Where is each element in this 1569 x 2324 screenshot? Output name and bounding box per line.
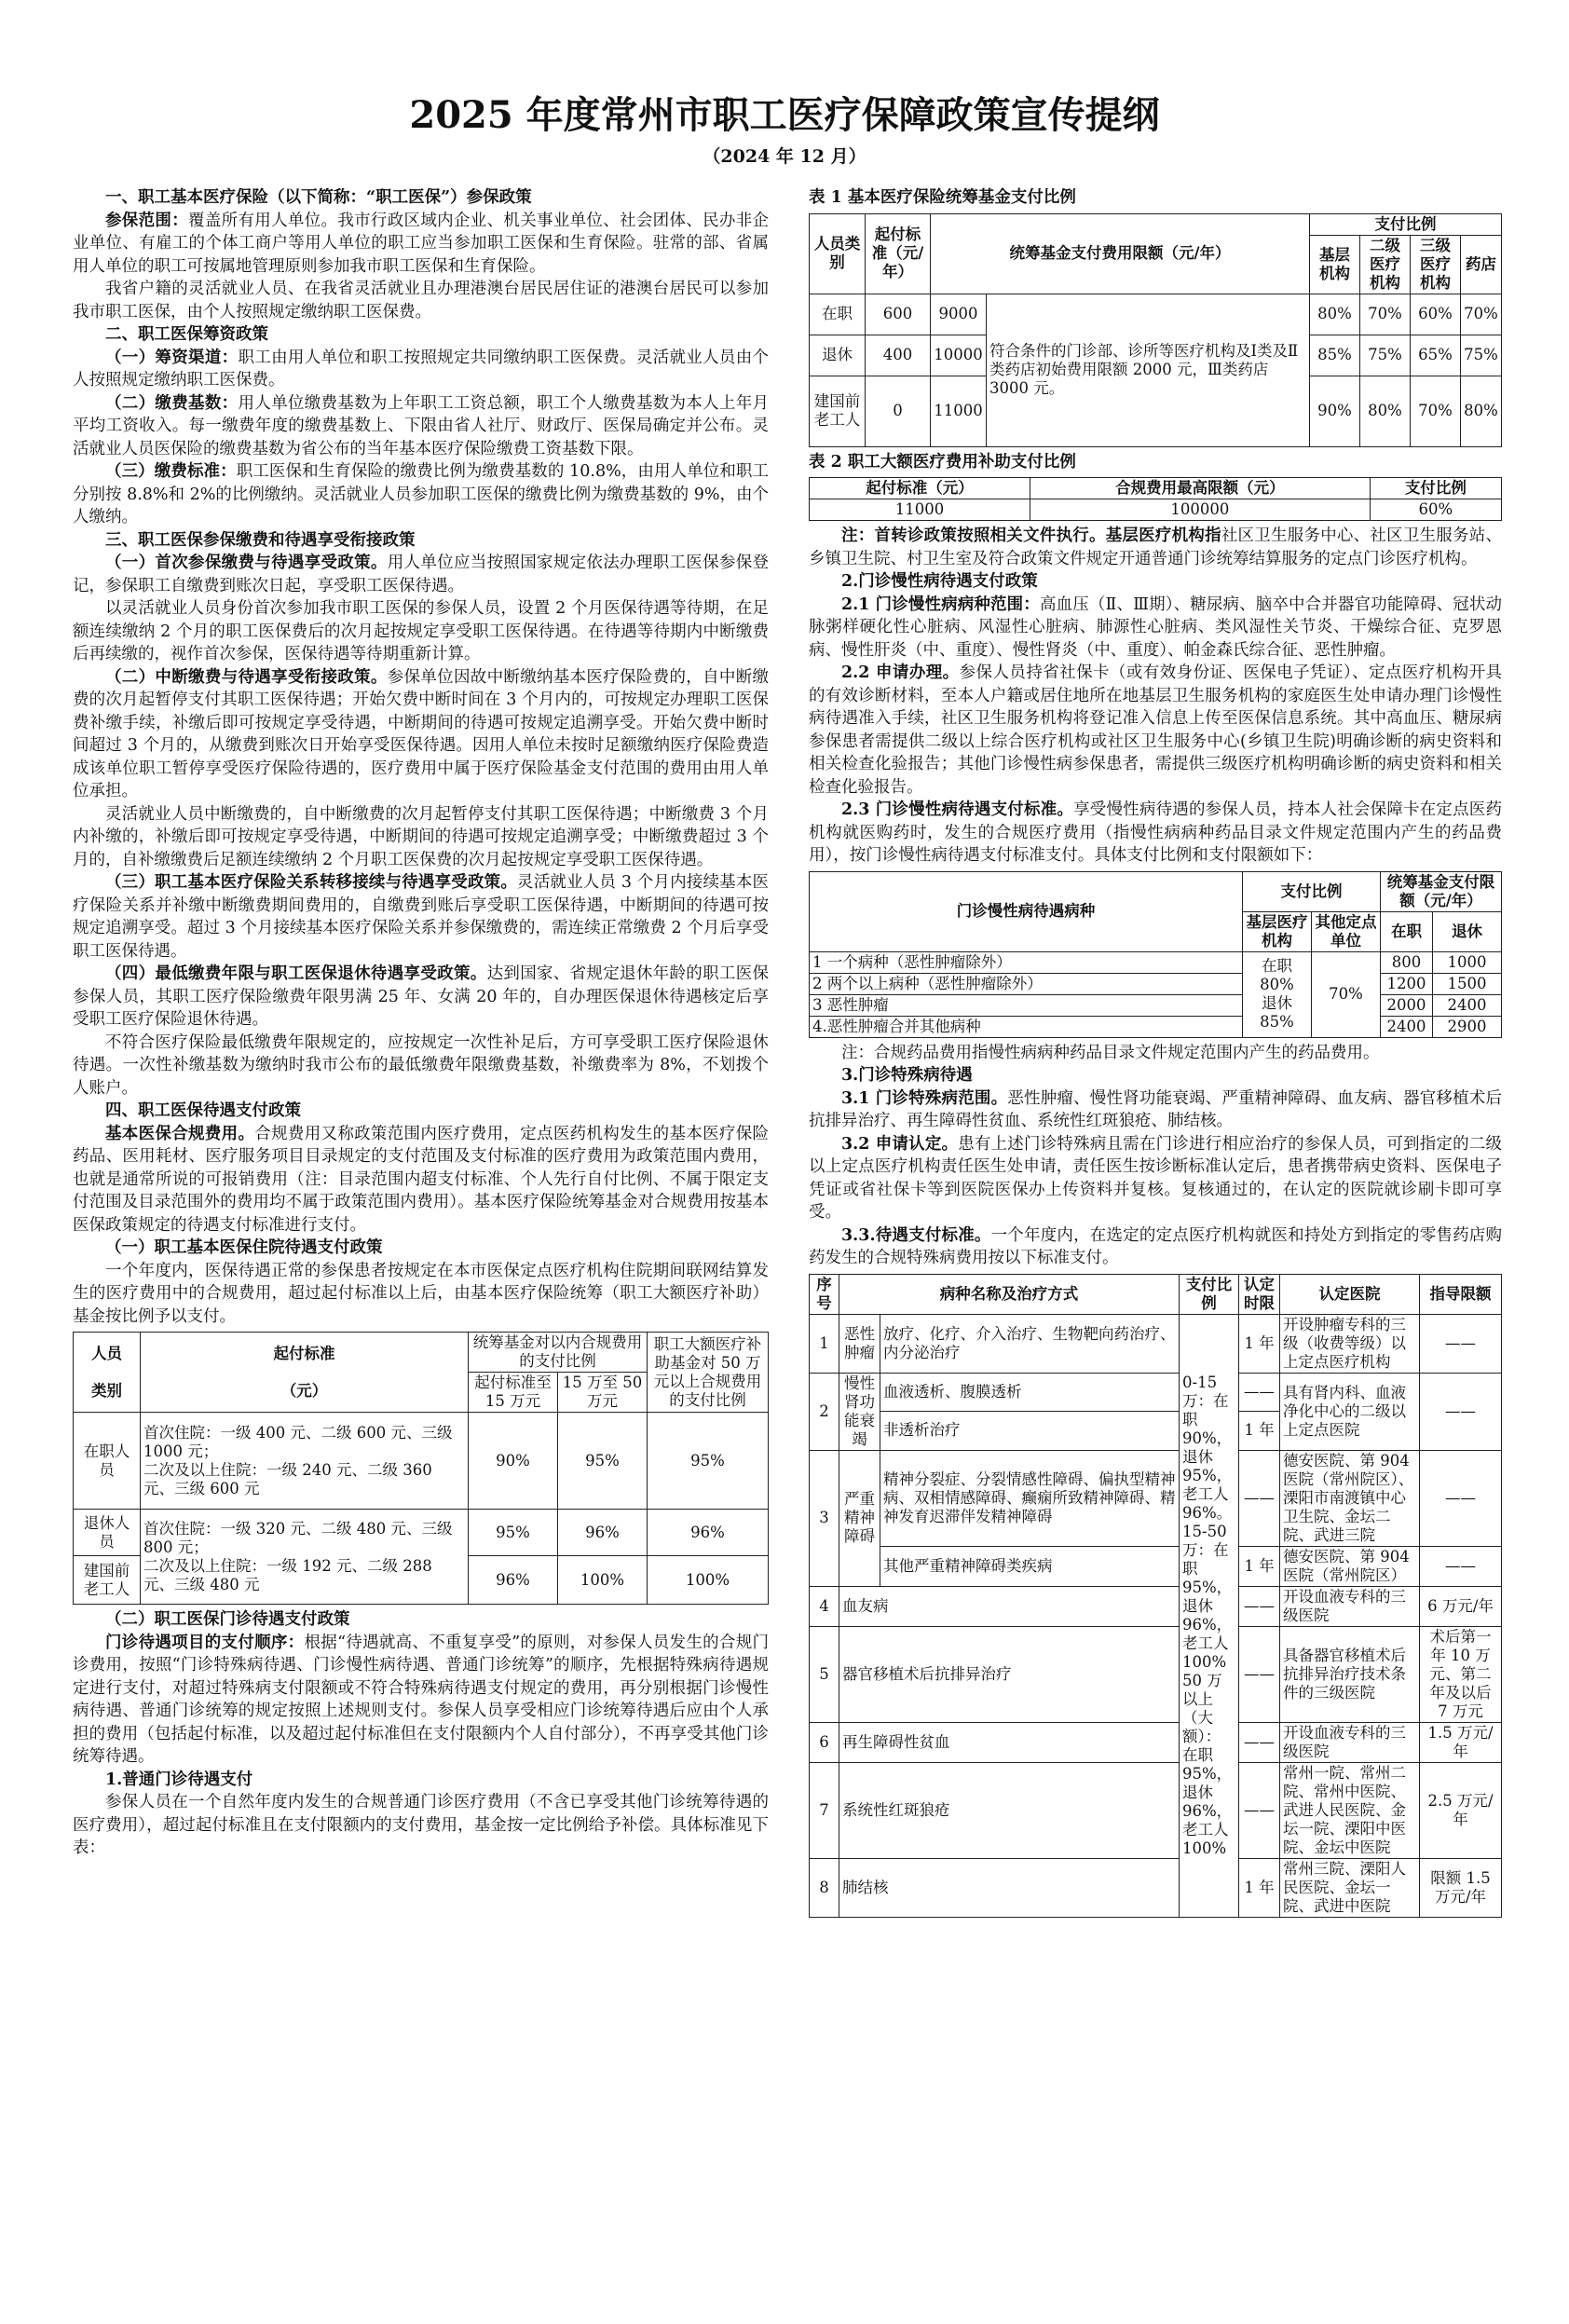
- table-cell: 3: [810, 1450, 839, 1586]
- table-cell: 系统性红斑狼疮: [839, 1762, 1180, 1858]
- table-cell: ——: [1420, 1450, 1502, 1546]
- table-cell: 开设血液专科的三级医院: [1280, 1722, 1420, 1762]
- table-cell: ——: [1239, 1626, 1280, 1722]
- paragraph: 3.3.待遇支付标准。一个年度内，在选定的定点医疗机构就医和持处方到指定的零售药店购药发生的合规特殊病费用按以下标准支付。: [809, 1225, 1502, 1267]
- table-header: 支付比例: [1370, 478, 1501, 499]
- table-cell: ——: [1239, 1450, 1280, 1546]
- table-header: 三级医疗机构: [1411, 235, 1461, 294]
- table-cell: 6 万元/年: [1420, 1586, 1502, 1626]
- table-cell: 400: [866, 335, 931, 376]
- table-cell: 开设血液专科的三级医院: [1280, 1586, 1420, 1626]
- table-cell: 1 年: [1239, 1546, 1280, 1586]
- table-cell: 具备器官移植术后抗排异治疗技术条件的三级医院: [1280, 1626, 1420, 1722]
- table-cell: 0: [866, 376, 931, 446]
- table-cell: 术后第一年 10 万元、第二年及以后 7 万元: [1420, 1626, 1502, 1722]
- table-caption: 表 1 基本医疗保险统筹基金支付比例: [809, 188, 1076, 207]
- table-cell: 退休: [810, 335, 866, 376]
- table-cell: 1: [810, 1314, 839, 1373]
- table-cell: 开设肿瘤专科的三级（收费等级）以上定点医疗机构: [1280, 1314, 1420, 1373]
- table-header: 起付标准（元）: [810, 478, 1030, 499]
- table-cell: 2 两个以上病种（恶性肿瘤除外）: [810, 973, 1243, 994]
- table-header: 统筹基金对以内合规费用的支付比例: [469, 1333, 648, 1373]
- table-cell: 1500: [1433, 973, 1502, 994]
- table-cell: 96%: [469, 1556, 558, 1605]
- large-subsidy-table: [809, 477, 1502, 521]
- table-cell: 80%: [1310, 294, 1360, 335]
- table-header: 起付标准 （元）: [141, 1333, 469, 1413]
- table-header: 退休: [1433, 911, 1502, 951]
- table-header: 支付比例: [1180, 1274, 1239, 1314]
- table-cell: 70%: [1411, 376, 1461, 446]
- table-cell: 10000: [931, 335, 987, 376]
- table-cell: 60%: [1411, 294, 1461, 335]
- table-cell: 在职: [810, 294, 866, 335]
- table-cell: 60%: [1370, 499, 1501, 521]
- table-cell: 80%: [1360, 376, 1411, 446]
- table-header: 15 万至 50 万元: [558, 1373, 648, 1413]
- table-header: 基层机构: [1310, 235, 1360, 294]
- paragraph: 2.2 申请办理。参保人员持省社保卡（或有效身份证、医保电子凭证）、定点医疗机构开具的有效诊断材料，至本人户籍或居住地所在地基层卫生服务机构的家庭医生处申请办理门诊慢性病待遇准入手续，社区卫生服务机构将登记准入信息上传至医保信息系统。其中高血压、糖尿病参保患者需提供二级以上综合医疗机构或社区卫生服务中心(乡镇卫生院)明确诊断的病史资料和相关检查化验报告；其他门诊慢性病参保患者，需提供三级医疗机构明确诊断的病史资料和相关检查化验报告。: [809, 663, 1503, 797]
- paragraph: （二）中断缴费与待遇享受衔接政策。参保单位因故中断缴纳基本医疗保险费的，自中断缴费的次月起暂停支付其职工医保待遇；开始欠费中断时间在 3 个月内的，可按规定办理职工医保费补缴手续，补缴后即可按规定享受待遇，中断期间的待遇可按规定追溯享受。开始欠费中断时间超过 3 个月的，从缴费到账次日开始享受医保待遇。因用人单位未按时足额缴纳医疗保险费造成该单位职工暂停享受医疗保险待遇的，医疗费用中属于医疗保险基金支付范围的费用由用人单位承担。: [73, 667, 770, 800]
- table-header: 人员类别: [810, 213, 866, 294]
- table-cell: 800: [1381, 951, 1433, 973]
- table-cell: 精神分裂症、分裂情感性障碍、偏执型精神病、双相情感障碍、癫痫所致精神障碍、精神发育迟滞伴发精神障碍: [880, 1450, 1180, 1546]
- table-cell: 肺结核: [839, 1858, 1180, 1917]
- table-cell: ——: [1239, 1586, 1280, 1626]
- paragraph: 3.2 申请认定。患有上述门诊特殊病且需在门诊进行相应治疗的参保人员，可到指定的二级以上定点医疗机构责任医生处申请，责任医生按诊断标准认定后，患者携带病史资料、医保电子凭证或省社保卡等到医院医保办上传资料并复核。复核通过的，在认定的医院就诊刷卡即可享受。: [809, 1134, 1502, 1222]
- subsection-heading: 1.普通门诊待遇支付: [105, 1770, 253, 1789]
- table-cell: ——: [1420, 1373, 1502, 1450]
- paragraph: （三）职工基本医疗保险关系转移接续与待遇享受政策。灵活就业人员 3 个月内接续基本医疗保险关系并补缴中断缴费期间费用的，自缴费到账后享受职工医保待遇，中断期间的待遇可按规定追溯享受。超过 3 个月接续基本医疗保险关系并参保缴费的，需连续正常缴费 2 个月后享受职工医保待遇。: [73, 873, 770, 961]
- table-header: 二级医疗机构: [1360, 235, 1411, 294]
- table-cell: 70%: [1461, 294, 1502, 335]
- paragraph: 2.1 门诊慢性病病种范围：高血压（Ⅱ、Ⅲ期）、糖尿病、脑卒中合并器官功能障碍、冠状动脉粥样硬化性心脏病、风湿性心脏病、肺源性心脏病、类风湿性关节炎、干燥综合征、克罗恩病、慢性肝炎（中、重度）、慢性肾炎（中、重度）、帕金森氏综合征、恶性肿瘤。: [809, 595, 1502, 660]
- paragraph: 3.1 门诊特殊病范围。恶性肿瘤、慢性肾功能衰竭、严重精神障碍、血友病、器官移植术后抗排异治疗、再生障碍性贫血、系统性红斑狼疮、肺结核。: [809, 1088, 1502, 1130]
- table-header: 合规费用最高限额（元）: [1030, 478, 1371, 499]
- basic-fund-table: [809, 213, 1502, 447]
- table-header: 认定时限: [1239, 1274, 1280, 1314]
- paragraph: 参保范围：覆盖所有用人单位。我市行政区域内企业、机关事业单位、社会团体、民办非企业单位、有雇工的个体工商户等用人单位的职工应当参加职工医保和生育保险。驻常的部、省属用人单位的职工可按属地管理原则参加我市职工医保和生育保险。: [73, 211, 770, 276]
- paragraph: 参保人员在一个自然年度内发生的合规普通门诊医疗费用（不含已享受其他门诊统筹待遇的医疗费用），超过起付标准且在支付限额内的支付费用，基金按一定比例给予补偿。具体标准见下表：: [73, 1793, 769, 1857]
- section-heading: 一、职工基本医疗保险（以下简称：“职工医保”）参保政策: [105, 188, 532, 207]
- section-heading: 四、职工医保待遇支付政策: [105, 1101, 301, 1120]
- table-header: 人员 类别: [74, 1333, 141, 1413]
- table-cell: 70%: [1312, 951, 1381, 1037]
- table-header: 在职: [1381, 911, 1433, 951]
- inpatient-table: [73, 1332, 769, 1605]
- table-cell: 在职人员: [74, 1413, 141, 1510]
- table-cell: 5: [810, 1626, 839, 1722]
- table-cell: 95%: [558, 1413, 648, 1510]
- section-heading: 三、职工医保参保缴费和待遇享受衔接政策: [105, 530, 416, 550]
- table-cell: 1000: [1433, 951, 1502, 973]
- table-header: 其他定点单位: [1312, 911, 1381, 951]
- table-cell: ——: [1239, 1373, 1280, 1412]
- section-heading: 二、职工医保筹资政策: [105, 325, 268, 344]
- table-cell: 75%: [1360, 335, 1411, 376]
- table-cell: 退休人员: [74, 1510, 141, 1556]
- table-cell: 65%: [1411, 335, 1461, 376]
- paragraph: 门诊待遇项目的支付顺序：根据“待遇就高、不重复享受”的原则，对参保人员发生的合规门诊费用，按照“门诊特殊病待遇、门诊慢性病待遇、普通门诊统筹”的顺序，先根据特殊病待遇规定进行支付，对超过特殊病支付限额或不符合特殊病待遇支付规定的费用，再分别根据门诊慢性病待遇、普通门诊统筹的规定按照上述规则支付。参保人员享受相应门诊统筹待遇后应由个人承担的费用（包括起付标准，以及超过起付标准但在支付限额内个人自付部分），不再享受其他门诊统筹待遇。: [73, 1633, 769, 1766]
- paragraph: 一个年度内，医保待遇正常的参保患者按规定在本市医保定点医疗机构住院期间联网结算发生的医疗费用中的合规费用，超过起付标准以上后，由基本医疗保险统筹（职工大额医疗补助）基金按比例予以支付。: [73, 1261, 769, 1326]
- table-cell: 在职 80% 退休 85%: [1243, 951, 1312, 1037]
- table-cell: 限额 1.5 万元/年: [1420, 1858, 1502, 1917]
- table-cell: 100000: [1030, 499, 1371, 521]
- table-cell: ——: [1420, 1546, 1502, 1586]
- page-title: 2025 年度常州市职工医疗保障政策宣传提纲: [409, 93, 1160, 137]
- table-cell: 3 恶性肿瘤: [810, 994, 1243, 1016]
- table-header: 支付比例: [1310, 213, 1502, 235]
- paragraph: 注：首转诊政策按照相关文件执行。基层医疗机构指社区卫生服务中心、社区卫生服务站、乡镇卫生院、村卫生室及符合政策文件规定开通普通门诊统筹结算服务的定点门诊医疗机构。: [809, 526, 1503, 568]
- table-cell: 放疗、化疗、介入治疗、生物靶向药治疗、内分泌治疗: [880, 1314, 1180, 1373]
- table-cell: 常州三院、溧阳人民医院、金坛一院、武进中医院: [1280, 1858, 1420, 1917]
- table-cell: 常州一院、常州二院、常州中医院、武进人民医院、金坛一院、溧阳中医院、金坛中医院: [1280, 1762, 1420, 1858]
- table-cell: 1.5 万元/年: [1420, 1722, 1502, 1762]
- table-cell: 符合条件的门诊部、诊所等医疗机构及Ⅰ类及Ⅱ类药店初始费用限额 2000 元，Ⅲ类药店 3000 元。: [987, 294, 1310, 446]
- chronic-disease-table: [809, 871, 1502, 1038]
- table-cell: 恶性肿瘤: [839, 1314, 880, 1373]
- issue-date: （2024 年 12 月）: [703, 146, 866, 167]
- table-cell: 首次住院：一级 320 元、二级 480 元、三级 800 元； 二次及以上住院：一级 192 元、二级 288 元、三级 480 元: [141, 1510, 469, 1605]
- paragraph: 灵活就业人员中断缴费的，自中断缴费的次月起暂停支付其职工医保待遇；中断缴费 3 个月内补缴的，补缴后即可按规定享受待遇，中断期间的待遇可按规定追溯享受；中断缴费超过 3 个月的，自补缴缴费后足额连续缴纳 2 个月职工医保费的次月起按规定享受职工医保待遇。: [73, 804, 769, 869]
- left-column: [73, 186, 769, 1860]
- table-cell: 德安医院、第 904 医院（常州院区）、溧阳市南渡镇中心卫生院、金坛二院、武进三院: [1280, 1450, 1420, 1546]
- table-cell: 90%: [469, 1413, 558, 1510]
- table-cell: 血友病: [839, 1586, 1180, 1626]
- paragraph: 不符合医疗保险最低缴费年限规定的，应按规定一次性补足后，方可享受职工医疗保险退休待遇。一次性补缴基数为缴纳时我市公布的最低缴费年限缴费基数，补缴费率为 8%，不划拨个人账户。: [73, 1032, 769, 1098]
- table-cell: 85%: [1310, 335, 1360, 376]
- table-cell: 100%: [648, 1556, 769, 1605]
- table-header: 门诊慢性病待遇病种: [810, 871, 1243, 951]
- table-header: 起付标准（元/年）: [866, 213, 931, 294]
- table-header: 基层医疗机构: [1243, 911, 1312, 951]
- special-disease-table: [809, 1274, 1502, 1918]
- table-cell: 2000: [1381, 994, 1433, 1016]
- table-cell: 1200: [1381, 973, 1433, 994]
- table-cell: 0-15 万：在职 90%，退休 95%，老工人 96%。15-50 万：在职 95%，退休 96%，老工人 100% 50 万以上（大额）：在职 95%，退休 96%，老工人 100%: [1180, 1314, 1239, 1917]
- table-cell: 9000: [931, 294, 987, 335]
- subsection-heading: （二）职工医保门诊待遇支付政策: [105, 1610, 350, 1629]
- paragraph: 2.3 门诊慢性病待遇支付标准。享受慢性病待遇的参保人员，持本人社会保障卡在定点医药机构就医购药时，发生的合规医疗费用（指慢性病病种药品目录文件规定范围内产生的药品费用），按门诊慢性病待遇支付标准支付。具体支付比例和支付限额如下：: [809, 800, 1502, 865]
- table-cell: ——: [1239, 1762, 1280, 1858]
- table-cell: ——: [1420, 1314, 1502, 1373]
- table-cell: 4: [810, 1586, 839, 1626]
- paragraph: （四）最低缴费年限与职工医保退休待遇享受政策。达到国家、省规定退休年龄的职工医保参保人员，其职工医疗保险缴费年限男满 25 年、女满 20 年的，自办理医保退休待遇核定后享受职工医疗保险退休待遇。: [73, 964, 770, 1029]
- paragraph: 我省户籍的灵活就业人员、在我省灵活就业且办理港澳台居民居住证的港澳台居民可以参加我市职工医保，由个人按照规定缴纳职工医保费。: [73, 280, 769, 321]
- table-header: 起付标准至 15 万元: [469, 1373, 558, 1413]
- table-cell: 90%: [1310, 376, 1360, 446]
- table-header: 统筹基金支付限额（元/年）: [1381, 871, 1502, 911]
- paragraph: （一）筹资渠道：职工由用人单位和职工按照规定共同缴纳职工医保费。灵活就业人员由个人按照规定缴纳职工医保费。: [73, 348, 770, 390]
- table-cell: 11000: [931, 376, 987, 446]
- table-cell: 11000: [810, 499, 1030, 521]
- subsection-heading: 3.门诊特殊病待遇: [841, 1066, 973, 1085]
- table-cell: 血液透析、腹膜透析: [880, 1373, 1180, 1412]
- table-cell: 95%: [469, 1510, 558, 1556]
- table-cell: 德安医院、第 904 医院（常州院区）: [1280, 1546, 1420, 1586]
- table-cell: 其他严重精神障碍类疾病: [880, 1546, 1180, 1586]
- table-cell: 1 年: [1239, 1858, 1280, 1917]
- table-header: 统筹基金支付费用限额（元/年）: [931, 213, 1310, 294]
- table-cell: 建国前老工人: [810, 376, 866, 446]
- table-header: 认定医院: [1280, 1274, 1420, 1314]
- table-cell: 1 年: [1239, 1314, 1280, 1373]
- right-column: [809, 186, 1502, 1921]
- paragraph: 基本医保合规费用。合规费用又称政策范围内医疗费用，定点医药机构发生的基本医疗保险药品、医用耗材、医疗服务项目目录规定的支付范围及支付标准的医疗费用为政策范围内费用，也就是通常所说的可报销费用（注：目录范围内超支付标准、个人先行自付比例、不属于限定支付范围及目录范围外的费用均不属于政策范围内费用）。基本医疗保险统筹基金对合规费用按基本医保政策规定的待遇支付标准进行支付。: [73, 1124, 770, 1235]
- table-cell: 75%: [1461, 335, 1502, 376]
- paragraph: （二）缴费基数：用人单位缴费基数为上年职工工资总额，职工个人缴费基数为本人上年月平均工资收入。每一缴费年度的缴费基数上、下限由省人社厅、财政厅、医保局确定并公布。灵活就业人员医保险的缴费基数为省公布的当年基本医疗保险缴费工资基数下限。: [73, 393, 770, 458]
- table-cell: 2.5 万元/年: [1420, 1762, 1502, 1858]
- table-cell: 1 一个病种（恶性肿瘤除外）: [810, 951, 1243, 973]
- table-cell: 具有肾内科、血液净化中心的二级以上定点医院: [1280, 1373, 1420, 1450]
- table-header: 病种名称及治疗方式: [839, 1274, 1180, 1314]
- table-cell: 4.恶性肿瘤合并其他病种: [810, 1016, 1243, 1037]
- table-caption: 表 2 职工大额医疗费用补助支付比例: [809, 452, 1076, 472]
- table-cell: 严重精神障碍: [839, 1450, 880, 1586]
- table-cell: 慢性肾功能衰竭: [839, 1373, 880, 1450]
- table-cell: 600: [866, 294, 931, 335]
- table-cell: 建国前老工人: [74, 1556, 141, 1605]
- table-cell: 2400: [1381, 1016, 1433, 1037]
- table-cell: 70%: [1360, 294, 1411, 335]
- table-cell: 再生障碍性贫血: [839, 1722, 1180, 1762]
- table-cell: 2900: [1433, 1016, 1502, 1037]
- table-cell: ——: [1239, 1722, 1280, 1762]
- table-cell: 6: [810, 1722, 839, 1762]
- subsection-heading: 2.门诊慢性病待遇支付政策: [841, 572, 1038, 591]
- paragraph: 注：合规药品费用指慢性病病种药品目录文件规定范围内产生的药品费用。: [841, 1043, 1380, 1062]
- table-header: 职工大额医疗补助基金对 50 万元以上合规费用的支付比例: [648, 1333, 769, 1413]
- table-cell: 1 年: [1239, 1412, 1280, 1451]
- table-cell: 非透析治疗: [880, 1412, 1180, 1451]
- table-cell: 首次住院：一级 400 元、二级 600 元、三级 1000 元； 二次及以上住院：一级 240 元、二级 360 元、三级 600 元: [141, 1413, 469, 1510]
- table-cell: 8: [810, 1858, 839, 1917]
- table-cell: 2400: [1433, 994, 1502, 1016]
- table-cell: 7: [810, 1762, 839, 1858]
- paragraph: （三）缴费标准：职工医保和生育保险的缴费比例为缴费基数的 10.8%，由用人单位和职工分别按 8.8%和 2%的比例缴纳。灵活就业人员参加职工医保的缴费比例为缴费基数的 9%，由个人缴纳。: [73, 462, 770, 526]
- table-header: 支付比例: [1243, 871, 1381, 911]
- table-cell: 96%: [558, 1510, 648, 1556]
- table-cell: 100%: [558, 1556, 648, 1605]
- paragraph: 以灵活就业人员身份首次参加我市职工医保的参保人员，设置 2 个月医保待遇等待期，在足额连续缴纳 2 个月的职工医保费后的次月起按规定享受职工医保待遇。在待遇等待期内中断缴费后再续缴的，视作首次参保，医保待遇等待期重新计算。: [73, 599, 769, 663]
- table-header: 序号: [810, 1274, 839, 1314]
- table-cell: 80%: [1461, 376, 1502, 446]
- table-cell: 器官移植术后抗排异治疗: [839, 1626, 1180, 1722]
- table-header: 指导限额: [1420, 1274, 1502, 1314]
- paragraph: （一）首次参保缴费与待遇享受政策。用人单位应当按照国家规定依法办理职工医保参保登记，参保职工自缴费到账次日起，享受职工医保待遇。: [73, 554, 770, 595]
- table-cell: 2: [810, 1373, 839, 1450]
- table-cell: 96%: [648, 1510, 769, 1556]
- subsection-heading: （一）职工基本医保住院待遇支付政策: [105, 1238, 383, 1257]
- table-header: 药店: [1461, 235, 1502, 294]
- table-cell: 95%: [648, 1413, 769, 1510]
